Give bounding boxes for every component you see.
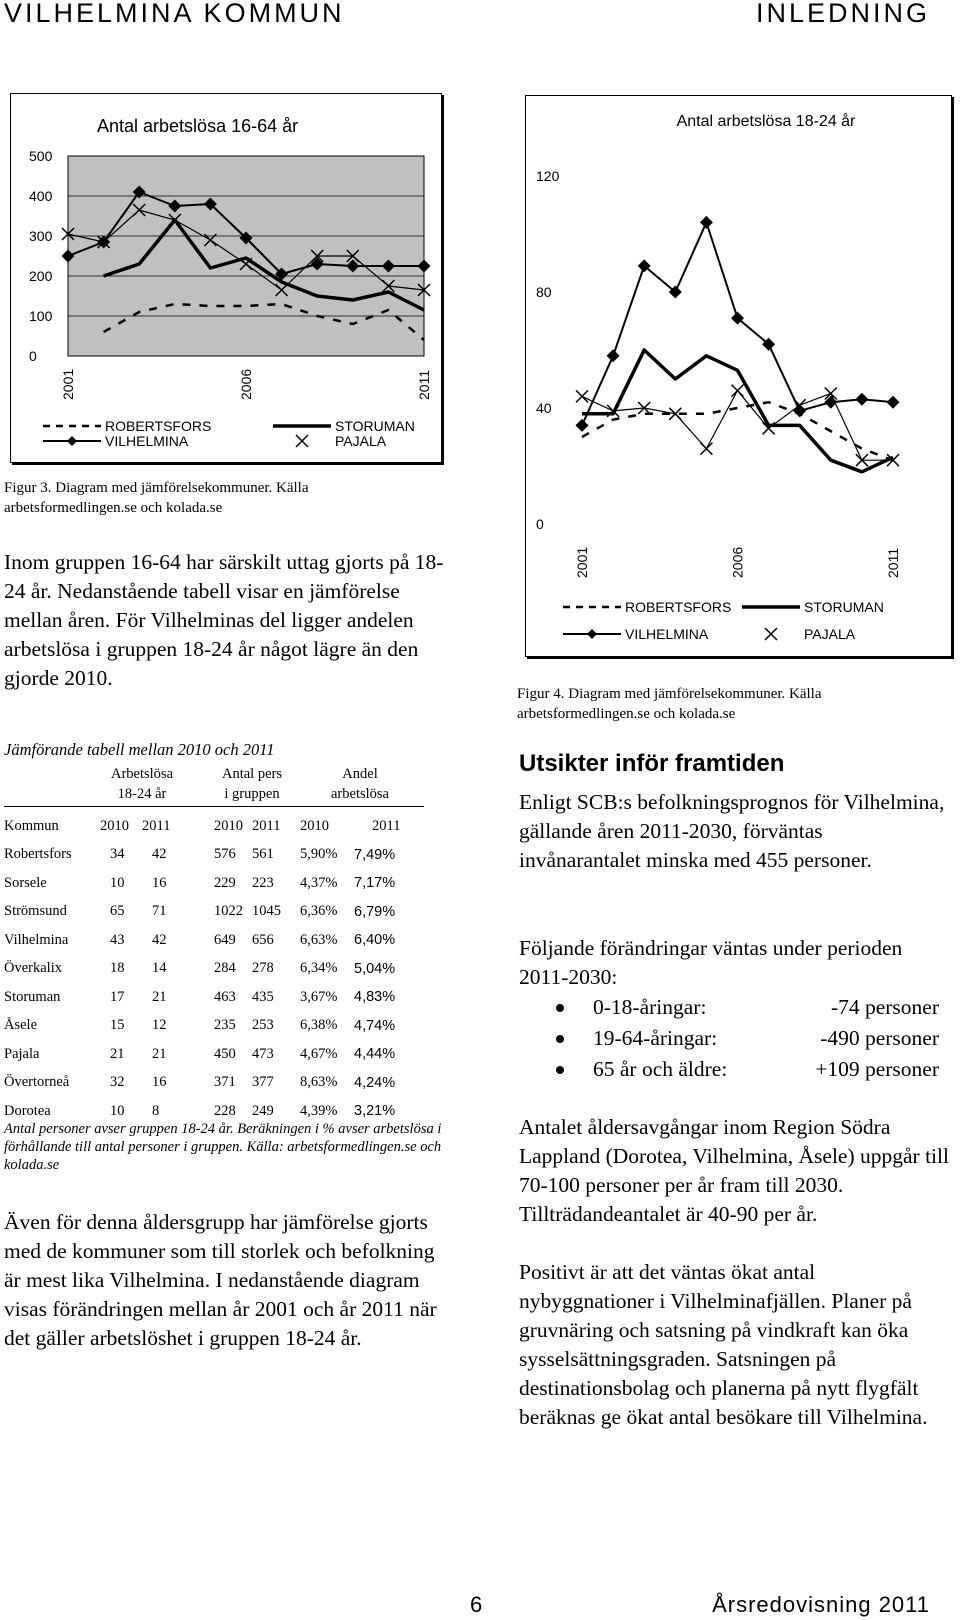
- left-paragraph-2: Även för denna åldersgrupp har jämförelse gjorts med de kommuner som till storlek och befolkning är mest lika Vilhelmina. I nedanstående diagram visas förändringen mellan år 2001 och år 2011 när det gäller arbetslöshet i gruppen 18-24 år.: [4, 1210, 437, 1350]
- table-cell: 253: [252, 1017, 274, 1034]
- table-cell-kommun: Sorsele: [4, 874, 47, 891]
- table-cell: 8: [152, 1102, 160, 1119]
- y-tick-label: 500: [29, 148, 53, 164]
- table-cell: 6,63%: [300, 931, 338, 948]
- legend-label: VILHELMINA: [105, 433, 189, 449]
- table-cell: 371: [214, 1074, 236, 1091]
- diamond-marker: [855, 393, 868, 406]
- diamond-marker: [587, 629, 597, 639]
- legend-label: STORUMAN: [804, 599, 884, 615]
- page-number: 6: [470, 1592, 483, 1617]
- table-cell: 65: [110, 903, 125, 920]
- group-header-line: Andel: [342, 766, 378, 782]
- x-tick-label: 2011: [416, 369, 432, 400]
- footer-document-title: Årsredovisning 2011: [712, 1592, 930, 1617]
- x-marker: [732, 385, 744, 397]
- table-cell: 278: [252, 960, 274, 977]
- comparison-table: [4, 812, 430, 1126]
- table-cell-kommun: Överkalix: [4, 960, 62, 977]
- table-cell: 6,38%: [300, 1017, 338, 1034]
- header-left: VILHELMINA KOMMUN: [4, 0, 345, 28]
- bullet-icon: [556, 1004, 564, 1012]
- table-cell: 21: [152, 988, 167, 1005]
- chart-title: Antal arbetslösa 16-64 år: [97, 116, 299, 136]
- chart-18-24-svg: [526, 96, 951, 656]
- table-cell-kommun: Robertsfors: [4, 846, 72, 863]
- diamond-marker: [67, 436, 77, 446]
- y-tick-label: 40: [536, 400, 552, 416]
- table-cell: 4,44%: [354, 1046, 396, 1063]
- x-tick-label: 2006: [729, 546, 746, 578]
- x-tick-label: 2006: [238, 368, 254, 400]
- table-cell: 561: [252, 846, 274, 863]
- table-cell: 473: [252, 1045, 274, 1062]
- right-paragraph-4: Positivt är att det väntas ökat antal nybyggnationer i Vilhelminafjällen. Planer på gruvnäring och satsning på vindkraft kan öka sysselsättningsgraden. Satsningen på destinationsbolag och planerna på nytt flygfält beräknas ge ökat antal besökare till Vilhelmina.: [519, 1260, 928, 1429]
- table-cell: 34: [110, 846, 125, 863]
- table-cell: 71: [152, 903, 167, 920]
- y-tick-label: 120: [536, 168, 560, 184]
- series-storuman: [582, 350, 893, 472]
- table-cell: 16: [152, 1074, 167, 1091]
- y-tick-label: 0: [536, 516, 544, 532]
- table-cell: 4,24%: [354, 1074, 396, 1091]
- column-header: 2010: [300, 817, 329, 834]
- figure-3-caption: Figur 3. Diagram med jämförelsekommuner. Källa arbetsformedlingen.se och kolada.se: [4, 480, 309, 516]
- table-row: [4, 841, 430, 870]
- table-cell: 17: [110, 988, 125, 1005]
- legend-label: PAJALA: [804, 626, 856, 642]
- table-divider: [4, 806, 424, 807]
- legend-label: ROBERTSFORS: [625, 599, 732, 615]
- table-cell: 228: [214, 1102, 236, 1119]
- list-item: [556, 1055, 939, 1086]
- table-cell: 32: [110, 1074, 125, 1091]
- y-tick-label: 100: [29, 308, 53, 324]
- table-cell: 3,21%: [354, 1103, 396, 1120]
- legend-label: VILHELMINA: [625, 626, 709, 642]
- figure-4-caption: Figur 4. Diagram med jämförelsekommuner. Källa arbetsformedlingen.se och kolada.se: [517, 686, 822, 722]
- table-group-header-unemployed: [104, 764, 180, 804]
- x-marker: [576, 390, 588, 402]
- list-item-value: -490 personer: [820, 1026, 939, 1050]
- table-cell: 229: [214, 874, 236, 891]
- diamond-marker: [700, 216, 713, 229]
- table-row: [4, 898, 430, 927]
- column-header: Kommun: [4, 817, 59, 834]
- legend-label: PAJALA: [335, 433, 387, 449]
- list-item-label: 65 år och äldre:: [593, 1057, 728, 1081]
- table-cell-kommun: Vilhelmina: [4, 931, 69, 948]
- group-header-line: Arbetslösa: [110, 766, 173, 782]
- column-header: 2011: [372, 817, 401, 834]
- table-cell-kommun: Pajala: [4, 1045, 40, 1062]
- diamond-marker: [576, 419, 589, 432]
- table-row: [4, 1012, 430, 1041]
- table-cell: 7,17%: [354, 875, 396, 892]
- table-cell: 656: [252, 931, 274, 948]
- right-paragraph-1: Enligt SCB:s befolkningsprognos för Vilhelmina, gällande åren 2011-2030, förväntas invånarantalet minska med 455 personer.: [519, 790, 945, 872]
- chart-16-64-svg: [11, 94, 441, 462]
- table-cell: 3,67%: [300, 988, 338, 1005]
- right-paragraph-2: Följande förändringar väntas under perioden 2011-2030:: [519, 936, 903, 989]
- table-cell: 42: [152, 931, 167, 948]
- table-cell: 14: [152, 960, 167, 977]
- table-note: Antal personer avser gruppen 18-24 år. Beräkningen i % avser arbetslösa i förhållande till antal personer i gruppen. Källa: arbetsformedlingen.se och kolada.se: [4, 1121, 442, 1173]
- plot-area: [68, 156, 424, 356]
- list-item-value: +109 personer: [815, 1057, 939, 1081]
- diamond-marker: [607, 349, 620, 362]
- column-header: 2011: [252, 817, 281, 834]
- table-cell: 10: [110, 1102, 125, 1119]
- table-cell-kommun: Dorotea: [4, 1102, 51, 1119]
- legend-label: ROBERTSFORS: [105, 418, 212, 434]
- table-title: Jämförande tabell mellan 2010 och 2011: [4, 740, 275, 759]
- column-header: 2010: [214, 817, 243, 834]
- table-cell: 7,49%: [354, 846, 396, 863]
- table-cell: 4,39%: [300, 1102, 338, 1119]
- table-cell: 21: [110, 1045, 125, 1062]
- diamond-marker: [887, 396, 900, 409]
- table-cell: 12: [152, 1017, 167, 1034]
- table-cell: 1045: [252, 903, 281, 920]
- y-tick-label: 0: [29, 348, 37, 364]
- list-item: [556, 1024, 939, 1055]
- group-header-line: 18-24 år: [117, 786, 167, 802]
- table-cell: 10: [110, 874, 125, 891]
- chart-title: Antal arbetslösa 18-24 år: [676, 113, 856, 130]
- series-line: [582, 350, 893, 472]
- table-cell: 4,74%: [354, 1017, 396, 1034]
- header-right: INLEDNING: [755, 0, 930, 28]
- x-tick-label: 2001: [574, 546, 590, 578]
- chart-unemployed-18-24: [525, 95, 952, 657]
- list-item: [556, 993, 939, 1024]
- table-row: [4, 869, 430, 898]
- list-item-label: 19-64-åringar:: [593, 1026, 718, 1050]
- right-paragraph-3: Antalet åldersavgångar inom Region Södra Lappland (Dorotea, Vilhelmina, Åsele) uppgår till 70-100 personer per år fram till 2030. Tillträdandeantalet är 40-90 per år.: [519, 1115, 949, 1226]
- forecast-list: [556, 993, 939, 1086]
- column-header: 2011: [142, 817, 171, 834]
- series-pajala: [576, 385, 899, 467]
- y-tick-label: 300: [29, 228, 53, 244]
- y-tick-label: 80: [536, 284, 552, 300]
- table-cell: 576: [214, 846, 236, 863]
- table-cell: 15: [110, 1017, 125, 1034]
- series-robertsfors: [582, 402, 893, 460]
- table-cell: 435: [252, 988, 274, 1005]
- table-cell: 6,79%: [354, 903, 396, 920]
- bullet-icon: [556, 1035, 564, 1043]
- table-cell: 6,40%: [354, 932, 396, 949]
- table-cell-kommun: Storuman: [4, 988, 61, 1005]
- x-tick-label: 2001: [60, 368, 76, 400]
- table-cell: 18: [110, 960, 125, 977]
- table-cell: 6,36%: [300, 903, 338, 920]
- table-cell: 8,63%: [300, 1074, 338, 1091]
- table-cell-kommun: Åsele: [4, 1017, 38, 1034]
- table-cell: 649: [214, 931, 236, 948]
- legend-label: STORUMAN: [335, 418, 415, 434]
- table-cell: 5,90%: [300, 846, 338, 863]
- table-cell: 42: [152, 846, 167, 863]
- y-tick-label: 400: [29, 188, 53, 204]
- bullet-icon: [556, 1066, 564, 1074]
- x-marker: [296, 435, 308, 447]
- table-cell: 6,34%: [300, 960, 338, 977]
- section-heading: Utsikter inför framtiden: [519, 750, 785, 777]
- y-tick-label: 200: [29, 268, 53, 284]
- series-line: [582, 402, 893, 460]
- x-marker: [700, 443, 712, 455]
- table-cell: 16: [152, 874, 167, 891]
- x-tick-label: 2011: [885, 547, 901, 578]
- table-cell: 1022: [214, 903, 243, 920]
- table-cell: 43: [110, 931, 125, 948]
- table-cell-kommun: Strömsund: [4, 903, 67, 920]
- table-cell: 377: [252, 1074, 274, 1091]
- list-item-label: 0-18-åringar:: [593, 995, 707, 1019]
- table-cell: 21: [152, 1045, 167, 1062]
- table-group-header-share: [322, 764, 398, 804]
- left-paragraph-1: Inom gruppen 16-64 har särskilt uttag gjorts på 18-24 år. Nedanstående tabell visar en jämförelse mellan åren. För Vilhelminas del ligger andelen arbetslösa i gruppen 18-24 år något lägre än den gjorde 2010.: [4, 550, 444, 690]
- group-header-line: Antal pers: [222, 766, 282, 782]
- x-marker: [765, 628, 777, 640]
- table-cell: 284: [214, 960, 236, 977]
- table-cell: 4,37%: [300, 874, 338, 891]
- group-header-line: i gruppen: [224, 786, 280, 802]
- table-cell: 4,83%: [354, 989, 396, 1006]
- chart-unemployed-16-64: [10, 93, 442, 463]
- table-row: [4, 983, 430, 1012]
- table-cell: 450: [214, 1045, 236, 1062]
- series-vilhelmina: [576, 216, 900, 432]
- table-cell: 249: [252, 1102, 274, 1119]
- table-group-header-persons: [214, 764, 290, 804]
- table-cell: 235: [214, 1017, 236, 1034]
- diamond-marker: [793, 404, 806, 417]
- group-header-line: arbetslösa: [331, 786, 389, 802]
- list-item-value: -74 personer: [830, 995, 939, 1019]
- table-row: [4, 1069, 430, 1098]
- table-cell-kommun: Övertorneå: [4, 1074, 70, 1091]
- comparison-table-body: [4, 812, 430, 1126]
- table-header-row: [4, 812, 430, 841]
- table-cell: 223: [252, 874, 274, 891]
- table-cell: 5,04%: [354, 960, 396, 977]
- table-cell: 4,67%: [300, 1045, 338, 1062]
- table-row: [4, 955, 430, 984]
- table-row: [4, 1040, 430, 1069]
- table-cell: 463: [214, 988, 236, 1005]
- table-row: [4, 926, 430, 955]
- column-header: 2010: [100, 817, 129, 834]
